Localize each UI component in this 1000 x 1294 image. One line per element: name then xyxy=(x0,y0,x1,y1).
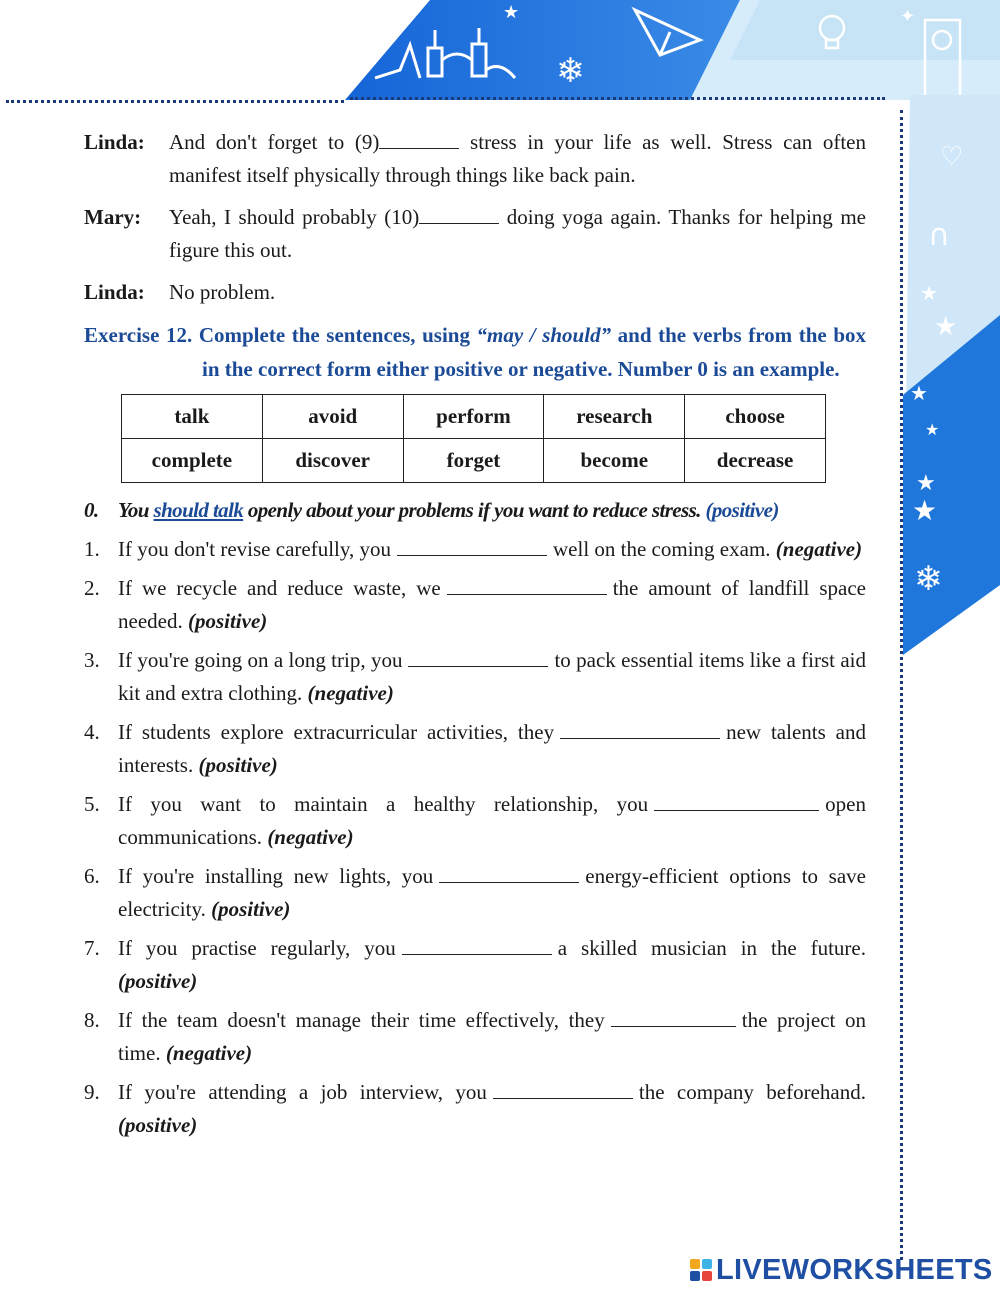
answer-blank-6[interactable] xyxy=(439,864,579,883)
heart-icon: ♡ xyxy=(940,142,964,172)
svg-text:★: ★ xyxy=(912,494,938,527)
verb-cell: research xyxy=(544,395,685,439)
answer-blank-1[interactable] xyxy=(397,537,547,556)
right-dotted-border xyxy=(900,110,903,1260)
question-item: 3. If you're going on a long trip, you to pack essential items like a first aid kit and extra clothing. (negative) xyxy=(84,648,866,705)
question-item: 2. If we recycle and reduce waste, we the amount of landfill space needed. (positive) xyxy=(84,576,866,633)
svg-text:★: ★ xyxy=(916,471,936,496)
verb-cell: forget xyxy=(403,439,544,483)
verb-cell: complete xyxy=(122,439,263,483)
question-item: 4. If students explore extracurricular activities, they new talents and interests. (positive) xyxy=(84,720,866,777)
verb-cell: become xyxy=(544,439,685,483)
answer-blank-5[interactable] xyxy=(654,792,819,811)
answer-blank-9[interactable] xyxy=(379,130,459,149)
svg-text:★: ★ xyxy=(934,312,958,342)
snowflake-icon: ❄ xyxy=(556,51,585,91)
speaker-name: Linda: xyxy=(84,130,145,154)
answer-blank-4[interactable] xyxy=(560,720,720,739)
example-sentence: 0. You should talk openly about your problems if you want to reduce stress. (positive) xyxy=(84,498,779,522)
verb-cell: avoid xyxy=(262,395,403,439)
liveworksheets-logo[interactable] xyxy=(690,1252,993,1288)
question-item: 6. If you're installing new lights, you energy-efficient options to save electricity. (positive) xyxy=(84,864,866,921)
logo-mark-icon xyxy=(690,1259,712,1281)
utterance: No problem. xyxy=(169,280,276,304)
dialogue-line xyxy=(84,276,866,309)
example-answer: should talk xyxy=(153,498,244,522)
verb-cell: talk xyxy=(122,395,263,439)
utterance: And don't forget to (9) stress in your life as well. Stress can often manifest itself physically through things like back pain. xyxy=(169,130,866,187)
dialogue-line xyxy=(84,201,866,267)
dialogue-line xyxy=(84,126,866,192)
logo-text: LIVEWORKSHEETS xyxy=(716,1253,993,1286)
question-item: 8. If the team doesn't manage their time effectively, they the project on time. (negative) xyxy=(84,1008,866,1065)
svg-text:★: ★ xyxy=(910,381,928,405)
answer-blank-10[interactable] xyxy=(419,205,499,224)
exercise-title: Exercise 12. Complete the sentences, using “may / should” and the verbs from the box in the correct form either positive or negative. Number 0 is an example. xyxy=(84,323,867,381)
svg-text:★: ★ xyxy=(920,281,938,305)
answer-blank-8[interactable] xyxy=(611,1008,736,1027)
verb-cell: choose xyxy=(685,395,826,439)
utterance: Yeah, I should probably (10) doing yoga again. Thanks for helping me figure this out. xyxy=(169,205,866,262)
header-banner xyxy=(0,0,1000,110)
star-icon: ★ xyxy=(503,2,520,23)
answer-blank-3[interactable] xyxy=(408,648,548,667)
svg-text:✦: ✦ xyxy=(900,6,916,27)
sidebar-decoration xyxy=(900,95,1000,665)
headphones-icon: ∩ xyxy=(928,218,950,253)
answer-blank-2[interactable] xyxy=(447,576,607,595)
verb-cell: decrease xyxy=(685,439,826,483)
verb-row xyxy=(122,395,826,439)
speaker-name: Mary: xyxy=(84,205,142,229)
svg-text:★: ★ xyxy=(925,420,940,439)
worksheet-content xyxy=(84,126,866,1142)
top-dotted-border-right xyxy=(350,97,885,100)
question-item: 1. If you don't revise carefully, you well on the coming exam. (negative) xyxy=(84,537,863,561)
verb-box xyxy=(121,394,826,483)
top-dotted-border xyxy=(6,100,344,103)
answer-blank-7[interactable] xyxy=(402,936,552,955)
answer-blank-9[interactable] xyxy=(493,1080,633,1099)
verb-cell: perform xyxy=(403,395,544,439)
verb-cell: discover xyxy=(262,439,403,483)
question-item: 9. If you're attending a job interview, you the company beforehand. (positive) xyxy=(84,1080,866,1137)
verb-row xyxy=(122,439,826,483)
question-item: 7. If you practise regularly, you a skilled musician in the future. (positive) xyxy=(84,936,866,993)
speaker-name: Linda: xyxy=(84,280,145,304)
snowflake-icon: ❄ xyxy=(914,559,943,599)
question-item: 5. If you want to maintain a healthy relationship, you open communications. (negative) xyxy=(84,792,866,849)
